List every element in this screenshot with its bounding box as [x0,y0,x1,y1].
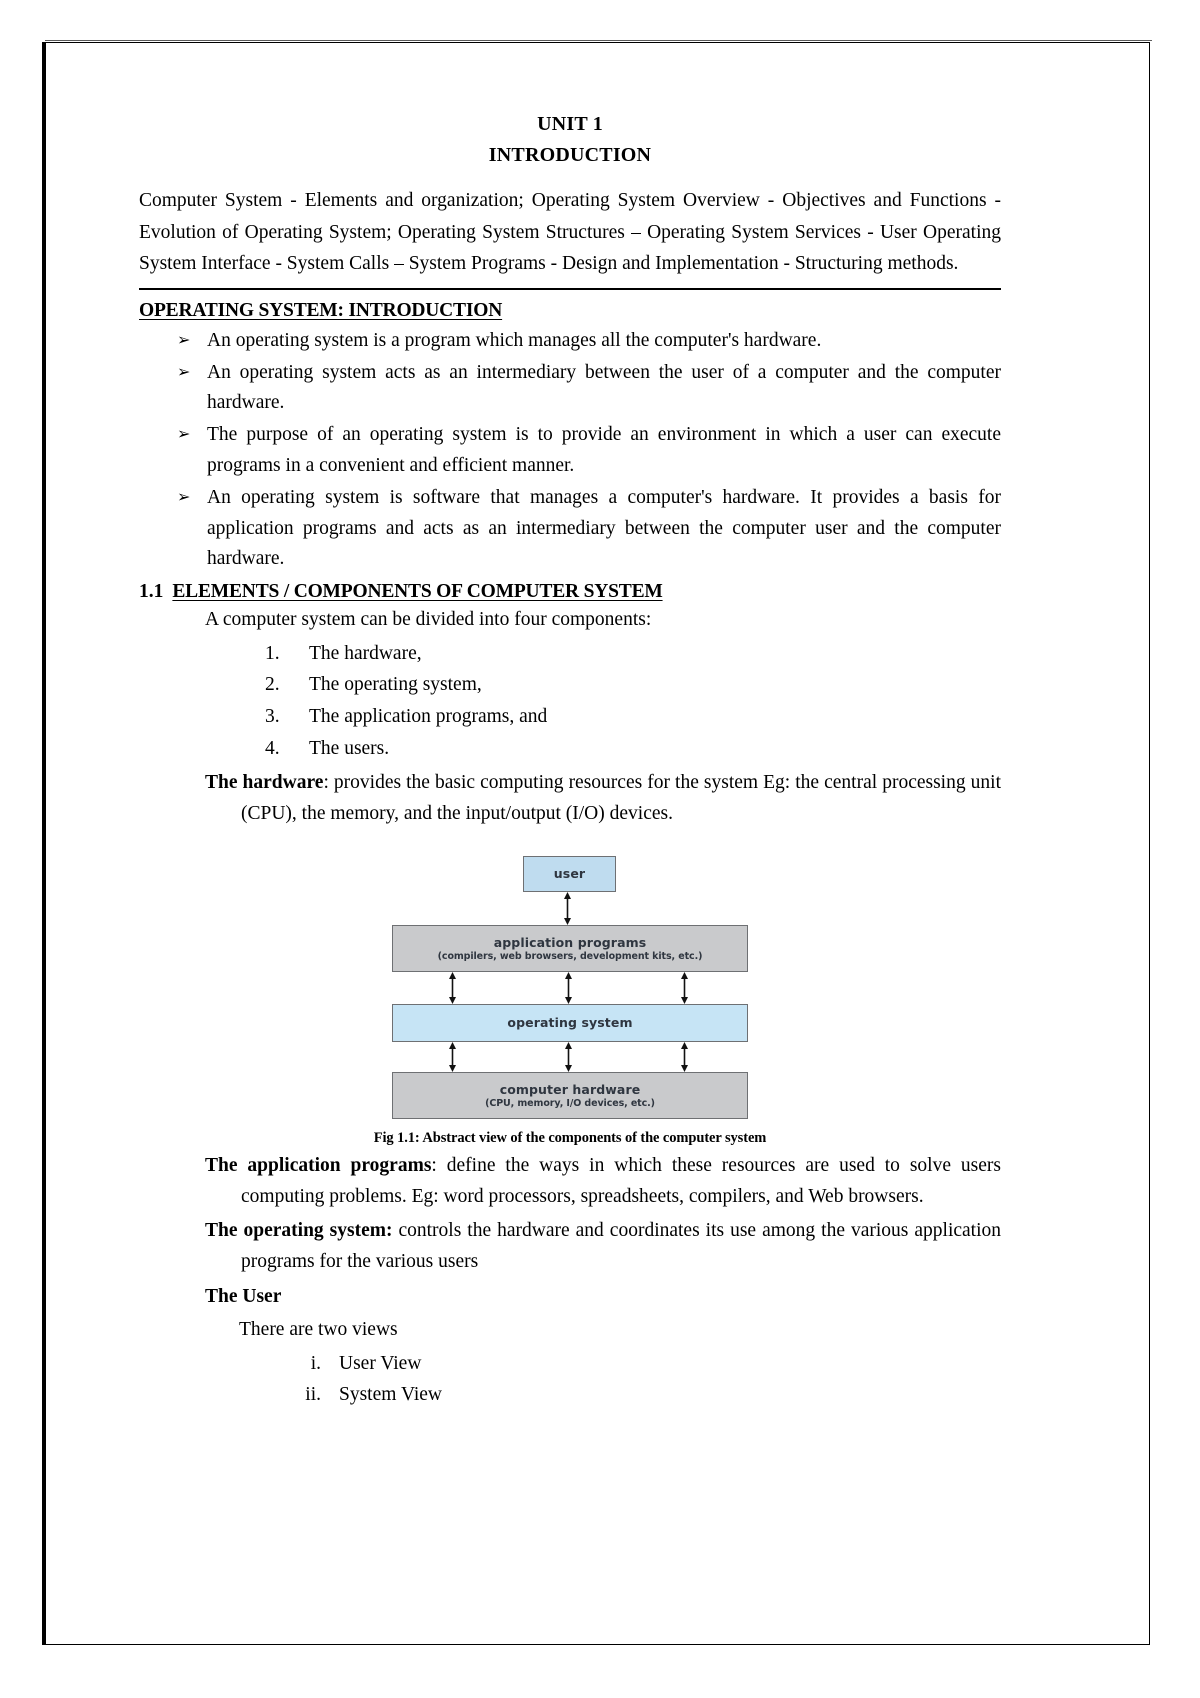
list-marker: 1. [265,642,280,664]
page-title: UNIT 1 [537,113,603,135]
arrow-apps-to-os-right-icon [680,972,689,1004]
section-heading-elements [139,581,1001,603]
user-views-list [139,1348,1001,1411]
diagram-box-computer-hardware-sublabel: (CPU, memory, I/O devices, etc.) [485,1097,655,1109]
list-marker: 4. [265,737,280,759]
list-marker: i. [310,1352,321,1374]
syllabus-paragraph: Computer System - Elements and organization; Operating System Overview - Objectives and Functions - Evolution of Operating System; Operating System Structures – Operating System Services - User Operating System Interface - System Calls – System Programs - Design and Implementation - Structuring methods. [139,190,1001,275]
list-item-text: User View [339,1352,422,1374]
section-heading-os-introduction: OPERATING SYSTEM: INTRODUCTION [139,299,503,321]
operating-system-definition-paragraph [205,1216,1001,1278]
horizontal-divider [139,288,1001,290]
list-item-text: The hardware, [309,642,422,664]
list-item [139,669,1001,701]
elements-section [139,581,1001,830]
arrow-bullet-icon: ➢ [177,424,191,444]
diagram-box-application-programs-sublabel: (compilers, web browsers, development kits, etc.) [437,950,703,962]
list-marker: ii. [305,1384,321,1406]
document-content [139,109,1001,1411]
list-item-text: The operating system, [309,674,482,696]
list-item [139,1379,1001,1411]
operating-system-term: The operating system: [205,1220,393,1242]
arrow-os-to-hardware-left-icon [448,1042,457,1072]
list-item [139,701,1001,733]
user-term-heading: The User [205,1286,282,1307]
list-item-text: An operating system acts as an intermediary between the user of a computer and the computer hardware. [207,361,1001,414]
arrow-bullet-icon: ➢ [177,329,191,349]
list-item [139,1348,1001,1380]
operating-system-description: controls the hardware and coordinates its use among the various application programs for the various users [241,1220,1002,1273]
arrow-apps-to-os-center-icon [564,972,573,1004]
diagram-box-computer-hardware-label: computer hardware [499,1081,641,1097]
page-subtitle: INTRODUCTION [488,144,652,166]
list-item-text: An operating system is a program which manages all the computer's hardware. [207,329,822,351]
list-item [139,638,1001,670]
diagram-box-computer-hardware [392,1072,748,1119]
components-intro-text: A computer system can be divided into four components: [205,609,652,631]
component-architecture-diagram [392,856,748,1110]
hardware-definition-paragraph [205,768,1001,830]
list-item-text: System View [339,1384,443,1406]
arrow-bullet-icon: ➢ [177,486,191,506]
diagram-box-application-programs [392,925,748,972]
application-programs-definition-paragraph [205,1151,1001,1213]
section-number: 1.1 [139,581,164,603]
list-item-text: The purpose of an operating system is to provide an environment in which a user can execute programs in a convenient and efficient manner. [207,424,1001,476]
page-border [45,42,1150,1645]
list-item [139,358,1001,420]
arrow-user-to-apps-icon [563,892,572,925]
hardware-description: : provides the basic computing resources for the system Eg: the central processing unit (CPU), the memory, and the input/output (I/O) devices. [241,772,1001,825]
diagram-box-operating-system [392,1004,748,1042]
diagram-box-user-label: user [553,866,586,882]
application-programs-description: : define the ways in which these resources are used to solve users computing problems. Eg: word processors, spreadsheets, compilers, and Web browsers. [241,1154,1001,1207]
arrow-os-to-hardware-center-icon [564,1042,573,1072]
diagram-box-operating-system-label: operating system [507,1015,633,1031]
diagram-box-user [523,856,616,892]
arrow-apps-to-os-left-icon [448,972,457,1004]
list-item [139,733,1001,765]
arrow-os-to-hardware-right-icon [680,1042,689,1072]
list-item-text: The application programs, and [309,706,548,728]
figure-1-1 [139,856,1001,1147]
list-item [139,483,1001,575]
arrow-bullet-icon: ➢ [177,361,191,381]
list-item-text: An operating system is software that manages a computer's hardware. It provides a basis for application programs and acts as an intermediary between the computer user and the computer hardware. [207,486,1001,570]
components-numbered-list [139,638,1001,764]
hardware-term: The hardware [205,772,324,794]
list-item-text: The users. [309,737,390,759]
user-views-intro: There are two views [239,1318,398,1340]
figure-caption: Fig 1.1: Abstract view of the components of the computer system [373,1129,767,1146]
application-programs-term: The application programs [205,1154,432,1176]
list-item [139,420,1001,482]
os-introduction-bullet-list [139,326,1001,575]
list-item [139,326,1001,357]
list-marker: 2. [265,674,280,696]
section-heading-text: ELEMENTS / COMPONENTS OF COMPUTER SYSTEM [172,581,663,603]
list-marker: 3. [265,706,280,728]
os-introduction-section [139,300,1001,575]
diagram-box-application-programs-label: application programs [493,934,647,950]
